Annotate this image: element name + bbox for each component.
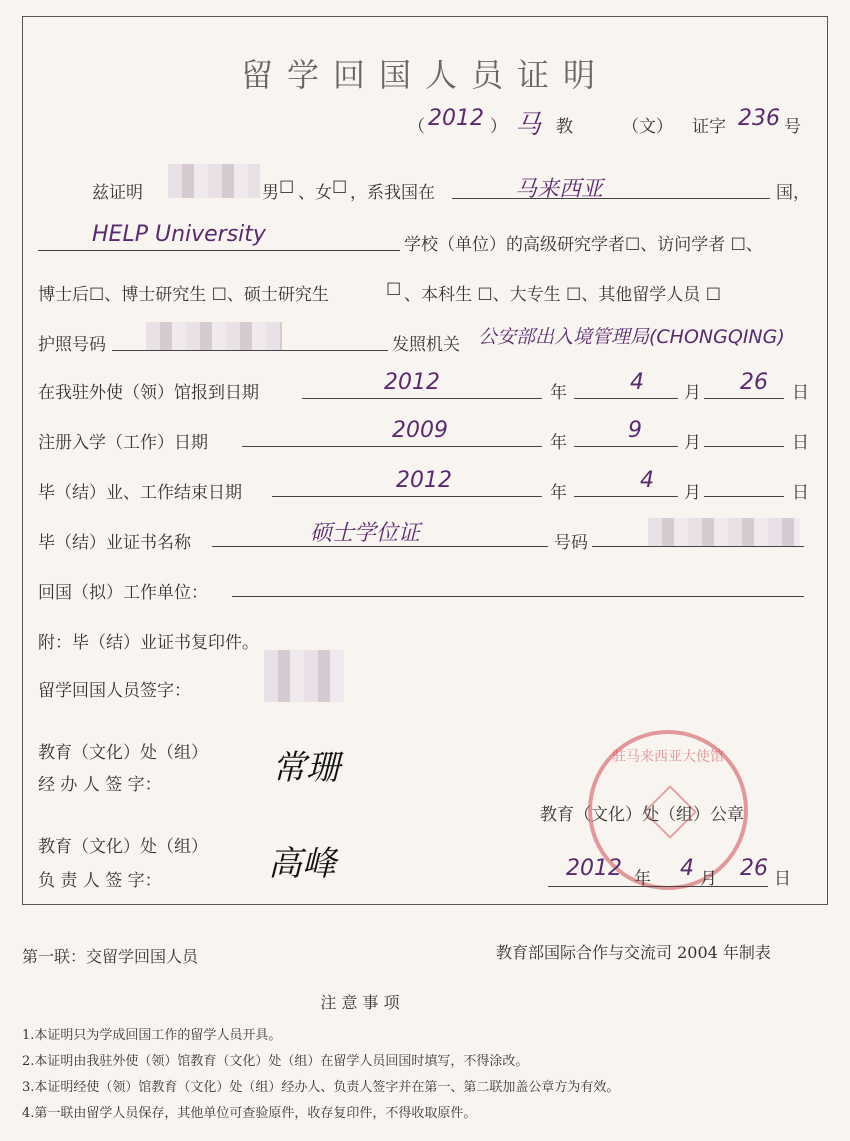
enroll-date-label: 注册入学（工作）日期 bbox=[38, 433, 208, 453]
cert-year: 2012 bbox=[428, 106, 484, 131]
diploma-no-redacted bbox=[648, 518, 800, 546]
manager-sign-label: 负 责 人 签 字： bbox=[38, 871, 162, 891]
master-checkbox: ☐ bbox=[386, 280, 402, 300]
male-label: 男 bbox=[262, 183, 279, 203]
degree-types: 博士后☐、博士研究生 ☐、硕士研究生 bbox=[38, 285, 329, 305]
name-redacted bbox=[168, 164, 260, 198]
female-label: 、女 bbox=[298, 183, 332, 203]
graduation-month: 4 bbox=[640, 468, 654, 493]
school-types: 学校（单位）的高级研究学者☐、访问学者 ☐、 bbox=[404, 235, 763, 255]
enroll-year: 2009 bbox=[392, 418, 448, 443]
returnee-signature-redacted bbox=[264, 650, 344, 702]
cert-edu: 教 bbox=[556, 117, 573, 137]
cert-zhengzi: 证字 bbox=[692, 117, 726, 137]
graduation-date-label: 毕（结）业、工作结束日期 bbox=[38, 483, 242, 503]
graduation-day-unit: 日 bbox=[792, 483, 809, 503]
returnee-sign-label: 留学回国人员签字： bbox=[38, 681, 191, 701]
graduation-year: 2012 bbox=[396, 468, 452, 493]
document-title: 留学回国人员证明 bbox=[240, 56, 609, 94]
sign-month: 4 bbox=[680, 856, 694, 881]
cert-hao: 号 bbox=[784, 117, 801, 137]
passport-label: 护照号码 bbox=[38, 335, 106, 355]
diploma-no-label: 号码 bbox=[554, 533, 588, 553]
sign-year: 2012 bbox=[566, 856, 622, 881]
cert-prefix: 马 bbox=[515, 110, 542, 140]
passport-redacted bbox=[146, 322, 282, 350]
report-day: 26 bbox=[740, 370, 768, 395]
note-item-1: 1.本证明只为学成回国工作的留学人员开具。 bbox=[22, 1028, 282, 1043]
handler-sign-label: 经 办 人 签 字： bbox=[38, 775, 162, 795]
cert-wen: （文） bbox=[622, 117, 673, 137]
country-prefix: ，系我国在 bbox=[350, 183, 435, 203]
report-year-unit: 年 bbox=[550, 383, 567, 403]
note-item-2: 2.本证明由我驻外使（领）馆教育（文化）处（组）在留学人员回国时填写，不得涂改。 bbox=[22, 1054, 529, 1069]
school-value: HELP University bbox=[92, 222, 266, 247]
diploma-name-label: 毕（结）业证书名称 bbox=[38, 533, 191, 553]
diploma-name-value: 硕士学位证 bbox=[310, 521, 421, 546]
report-date-label: 在我驻外使（领）馆报到日期 bbox=[38, 383, 259, 403]
sign-month-unit: 月 bbox=[700, 869, 717, 889]
enroll-year-unit: 年 bbox=[550, 433, 567, 453]
report-month-unit: 月 bbox=[684, 383, 701, 403]
graduation-month-unit: 月 bbox=[684, 483, 701, 503]
issuer-value: 公安部出入境管理局(CHONGQING) bbox=[478, 326, 785, 348]
footer-right: 教育部国际合作与交流司 2004 年制表 bbox=[496, 943, 771, 962]
manager-signature: 高峰 bbox=[268, 844, 336, 884]
handler-dept-label: 教育（文化）处（组） bbox=[38, 743, 208, 763]
degree-types-2: 、本科生 ☐、大专生 ☐、其他留学人员 ☐ bbox=[404, 285, 721, 305]
handler-signature: 常珊 bbox=[272, 748, 340, 788]
seal-label: 教育（文化）处（组）公章 bbox=[540, 805, 744, 825]
report-year: 2012 bbox=[384, 370, 440, 395]
sign-day-unit: 日 bbox=[774, 869, 791, 889]
cert-open-paren: （ bbox=[408, 117, 425, 137]
female-checkbox: ☐ bbox=[332, 178, 348, 198]
note-item-4: 4.第一联由留学人员保存，其他单位可查验原件，收存复印件，不得收取原件。 bbox=[22, 1106, 477, 1121]
manager-dept-label: 教育（文化）处（组） bbox=[38, 837, 208, 857]
seal-text: 驻马来西亚大使馆 bbox=[612, 749, 724, 765]
footer-left: 第一联：交留学回国人员 bbox=[22, 947, 199, 966]
male-checkbox: ☐ bbox=[279, 178, 295, 198]
report-month: 4 bbox=[630, 370, 644, 395]
cert-close-paren: ） bbox=[490, 117, 507, 137]
enroll-month: 9 bbox=[628, 418, 642, 443]
country-suffix: 国， bbox=[776, 183, 810, 203]
note-item-3: 3.本证明经使（领）馆教育（文化）处（组）经办人、负责人签字并在第一、第二联加盖公章方为有效。 bbox=[22, 1080, 620, 1095]
sign-day: 26 bbox=[740, 856, 768, 881]
country-value: 马来西亚 bbox=[515, 177, 604, 202]
enroll-day-unit: 日 bbox=[792, 433, 809, 453]
cert-number: 236 bbox=[738, 106, 780, 131]
report-day-unit: 日 bbox=[792, 383, 809, 403]
graduation-year-unit: 年 bbox=[550, 483, 567, 503]
notes-title: 注 意 事 项 bbox=[320, 993, 400, 1012]
certify-label: 兹证明 bbox=[92, 183, 143, 203]
sign-year-unit: 年 bbox=[634, 869, 651, 889]
enroll-month-unit: 月 bbox=[684, 433, 701, 453]
attachment-label: 附：毕（结）业证书复印件。 bbox=[38, 633, 259, 653]
issuer-label: 发照机关 bbox=[392, 335, 460, 355]
work-unit-label: 回国（拟）工作单位： bbox=[38, 583, 208, 603]
